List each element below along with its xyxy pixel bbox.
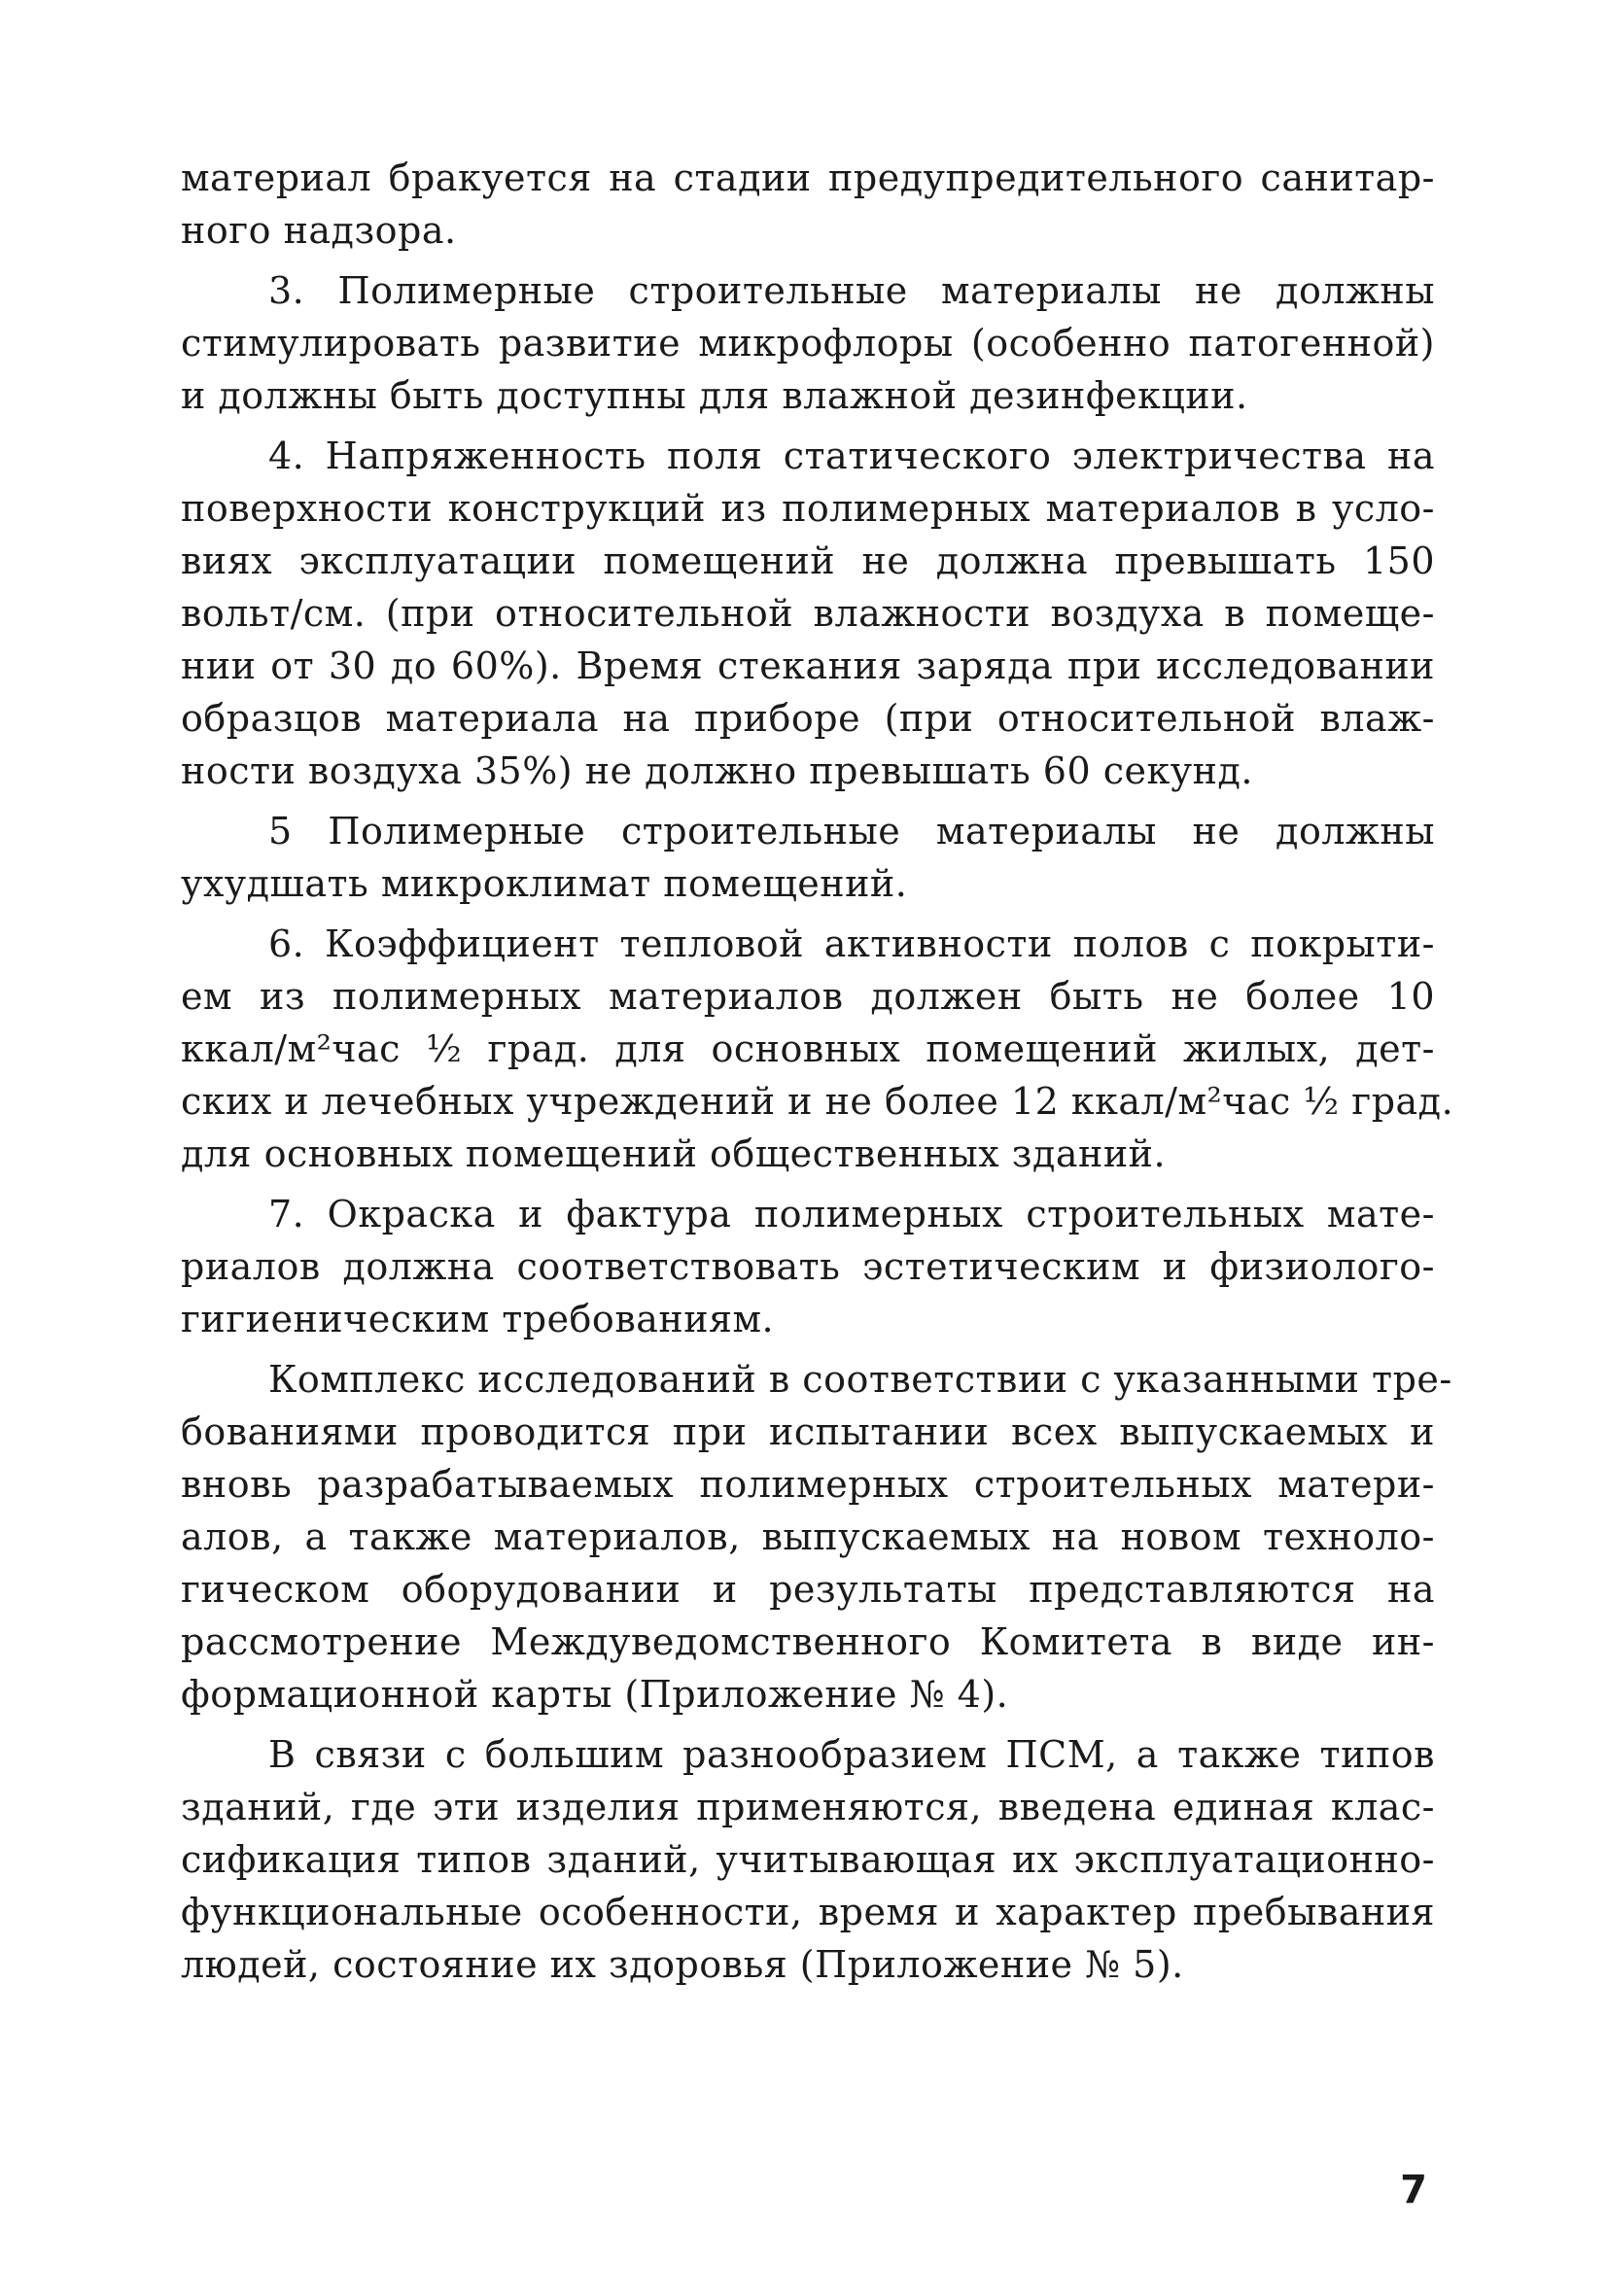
text-line: виях эксплуатации помещений не должна превышать 150: [181, 539, 1435, 582]
text-line: гическом оборудовании и результаты представляются на: [181, 1568, 1435, 1611]
text-line: образцов материала на приборе (при относительной влаж-: [181, 697, 1435, 740]
text-line: 6. Коэффициент тепловой активности полов с покрыти-: [268, 922, 1435, 965]
text-line: материал бракуется на стадии предупредительного санитар-: [181, 157, 1435, 199]
page-number: 7: [1400, 2168, 1427, 2212]
text-line: ности воздуха 35%) не должно превышать 60 секунд.: [181, 749, 1253, 792]
text-line: для основных помещений общественных зданий.: [181, 1132, 1167, 1175]
text-line: Комплекс исследований в соответствии с указанными тре-: [268, 1358, 1452, 1401]
text-line: 5 Полимерные строительные материалы не должны: [268, 810, 1435, 852]
text-line: гигиеническим требованиям.: [181, 1298, 775, 1340]
text-line: людей, состояние их здоровья (Приложение № 5).: [181, 1943, 1184, 1986]
text-line: нии от 30 до 60%). Время стекания заряда при исследовании: [181, 644, 1435, 687]
text-line: ских и лечебных учреждений и не более 12 ккал/м²час ½ град.: [181, 1080, 1454, 1123]
text-line: стимулировать развитие микрофлоры (особенно патогенной): [181, 322, 1435, 365]
text-line: 7. Окраска и фактура полимерных строительных мате-: [268, 1193, 1435, 1235]
text-line: ного надзора.: [181, 209, 457, 252]
text-line: 4. Напряженность поля статического электричества на: [268, 435, 1435, 477]
text-line: зданий, где эти изделия применяются, введена единая клас-: [181, 1786, 1435, 1828]
text-line: ккал/м²час ½ град. для основных помещений жилых, дет-: [181, 1027, 1435, 1070]
text-line: риалов должна соответствовать эстетическим и физиолого-: [181, 1245, 1435, 1288]
text-line: 3. Полимерные строительные материалы не должны: [268, 269, 1435, 312]
text-line: вольт/см. (при относительной влажности воздуха в помеще-: [181, 592, 1435, 635]
text-line: сификация типов зданий, учитывающая их эксплуатационно-: [181, 1838, 1435, 1881]
text-line: рассмотрение Междуведомственного Комитета в виде ин-: [181, 1620, 1435, 1663]
text-line: и должны быть доступны для влажной дезинфекции.: [181, 374, 1248, 417]
text-line: В связи с большим разнообразием ПСМ, а также типов: [268, 1733, 1435, 1776]
text-line: поверхности конструкций из полимерных материалов в усло-: [181, 487, 1435, 530]
text-line: функциональные особенности, время и характер пребывания: [181, 1891, 1435, 1933]
text-line: бованиями проводится при испытании всех выпускаемых и: [181, 1410, 1435, 1453]
body-text: [181, 152, 1454, 1991]
text-line: формационной карты (Приложение № 4).: [181, 1673, 1009, 1716]
text-line: ухудшать микроклимат помещений.: [181, 862, 908, 905]
text-line: алов, а также материалов, выпускаемых на новом техноло-: [181, 1515, 1435, 1558]
text-line: вновь разрабатываемых полимерных строительных матери-: [181, 1463, 1435, 1506]
text-line: ем из полимерных материалов должен быть не более 10: [181, 975, 1435, 1018]
